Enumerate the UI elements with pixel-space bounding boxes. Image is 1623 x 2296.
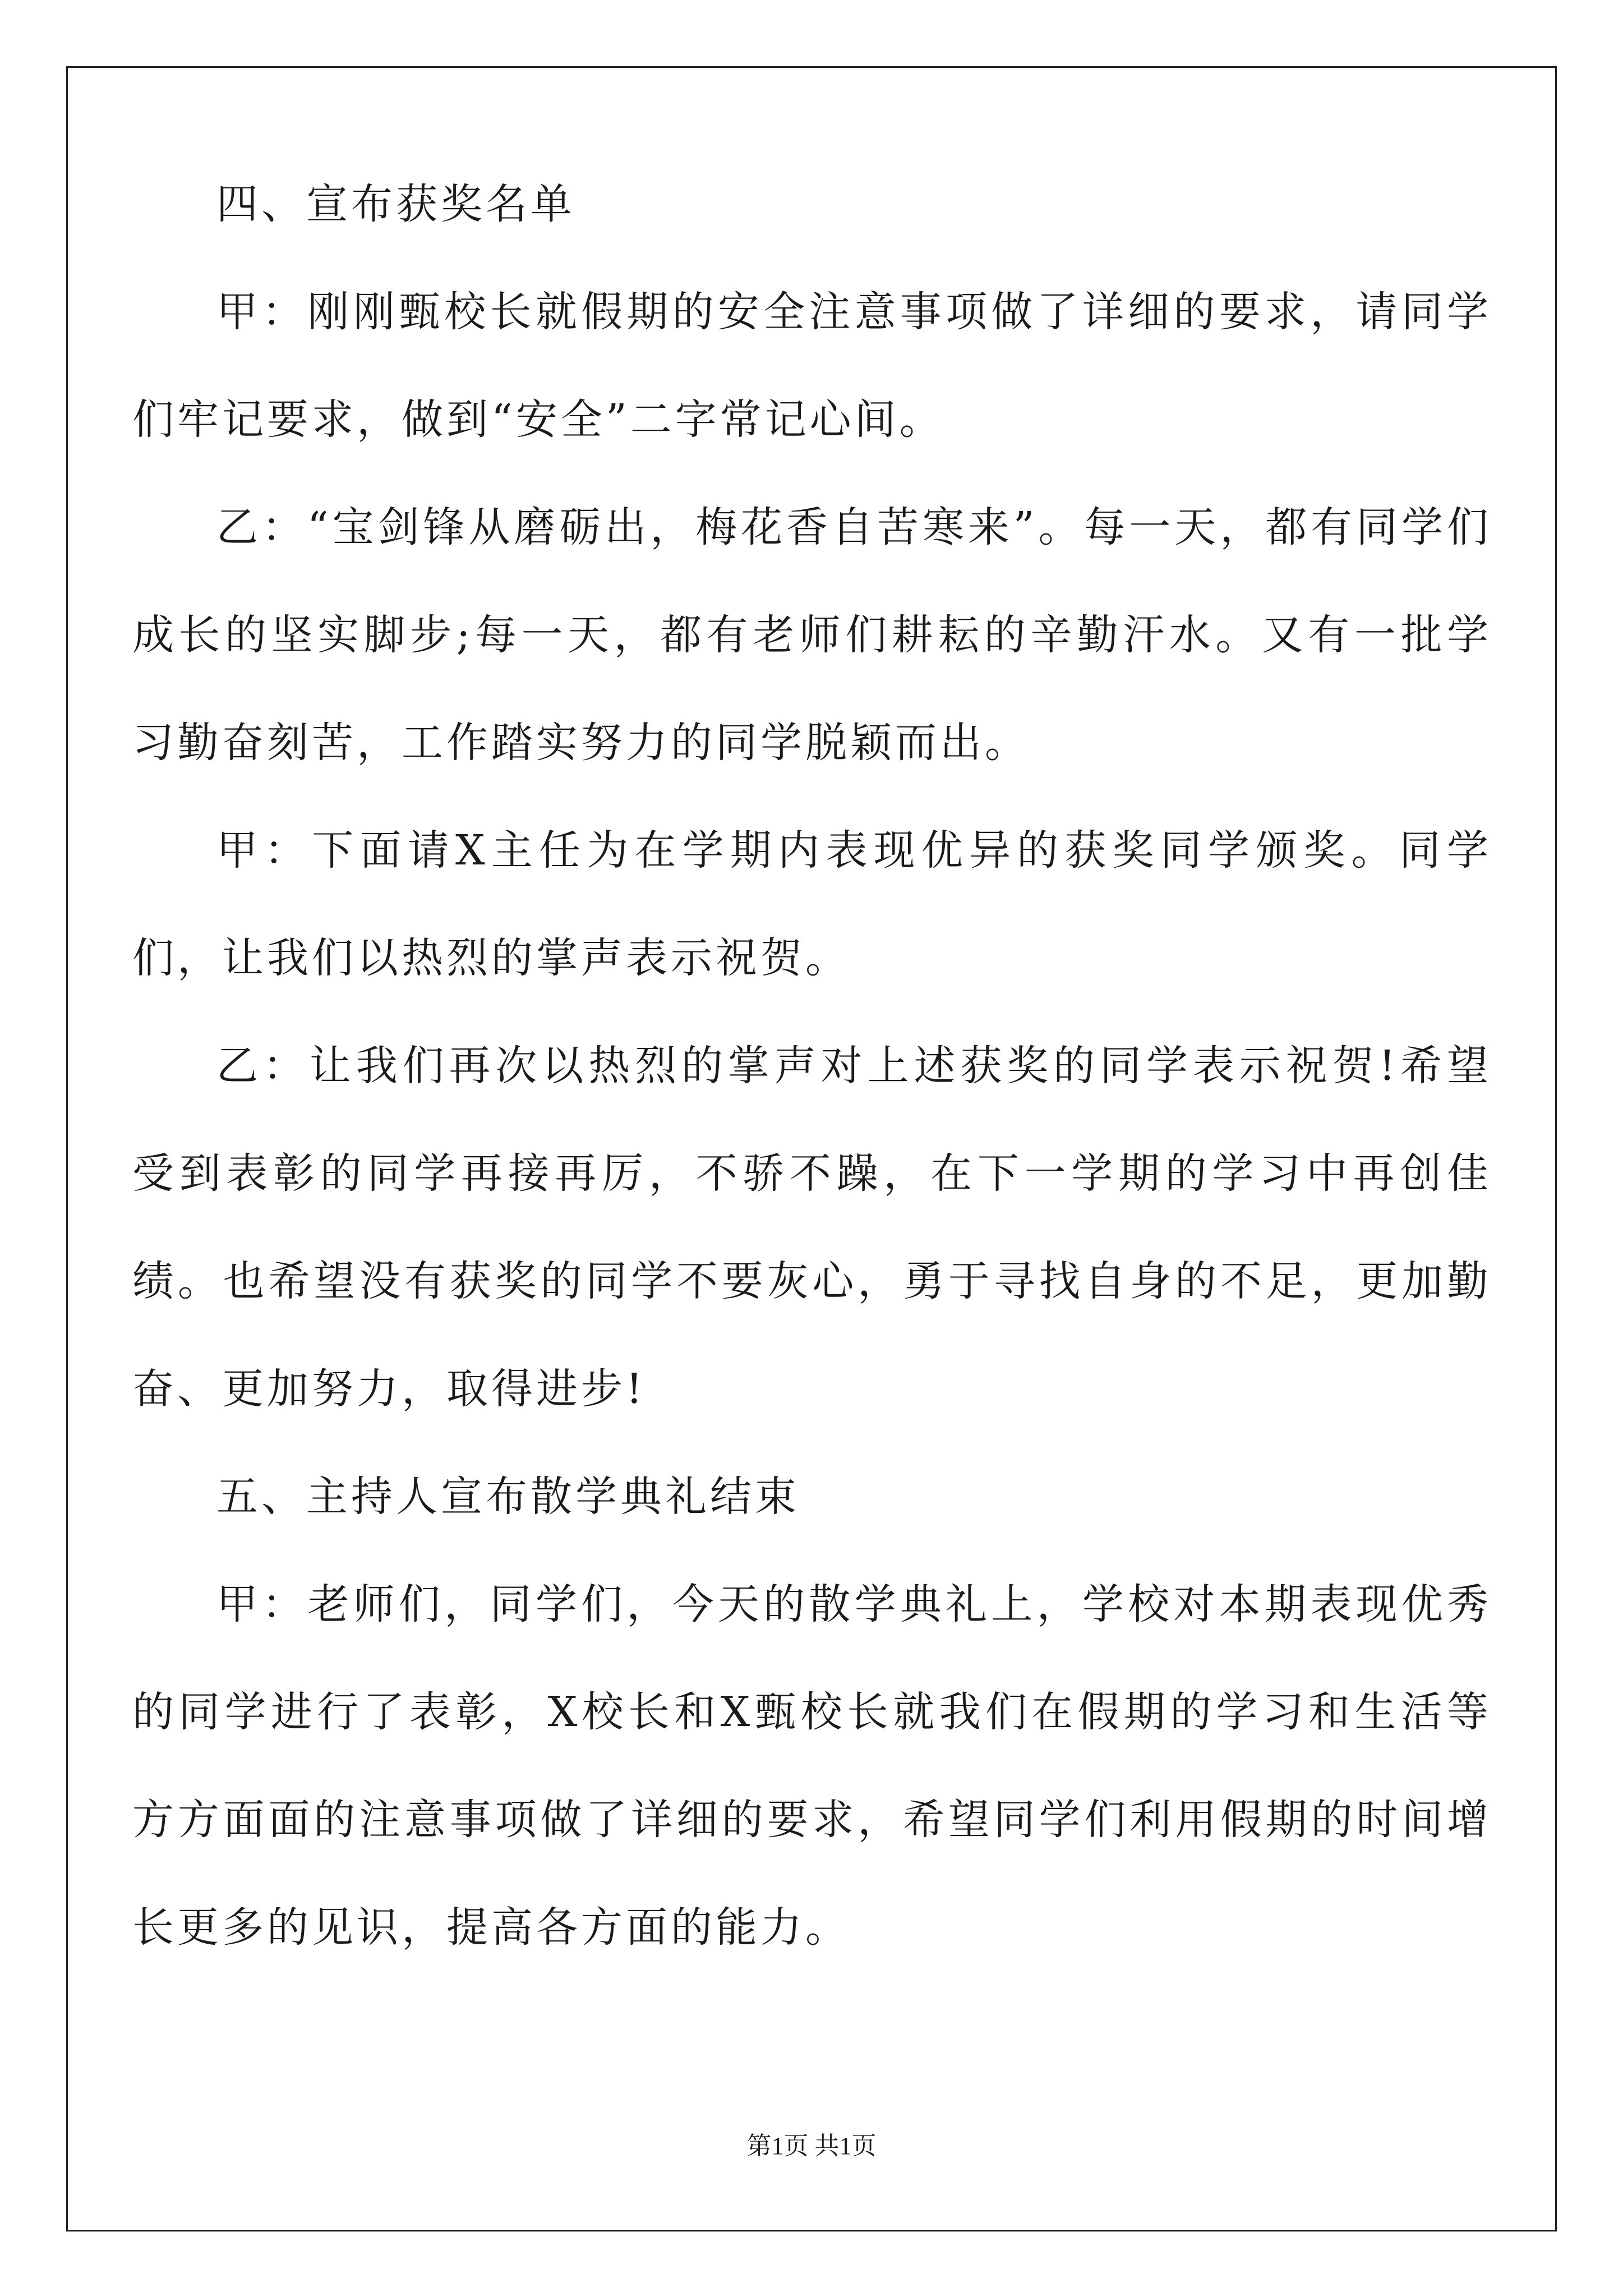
section-heading-closing: 五、主持人宣布散学典礼结束 — [216, 1473, 800, 1521]
section-heading-awards: 四、宣布获奖名单 — [216, 180, 575, 228]
paragraph: 甲：老师们，同学们，今天的散学典礼上，学校对本期表现优秀的同学进行了表彰，X校长和X甄校长就我们在假期的学习和生活等方方面面的注意事项做了详细的要求，希望同学们利用假期的时间增长更多的见识，提高各方面的能力。 — [132, 1580, 1492, 1952]
paragraph: 乙：“宝剑锋从磨砺出，梅花香自苦寒来”。每一天，都有同学们成长的坚实脚步;每一天，都有老师们耕耘的辛勤汗水。又有一批学习勤奋刻苦，工作踏实努力的同学脱颖而出。 — [132, 503, 1492, 767]
paragraph: 甲：刚刚甄校长就假期的安全注意事项做了详细的要求，请同学们牢记要求，做到“安全”二字常记心间。 — [132, 288, 1492, 444]
paragraph: 甲：下面请X主任为在学期内表现优异的获奖同学颁奖。同学们，让我们以热烈的掌声表示祝贺。 — [132, 826, 1492, 982]
page-footer: 第1页 共1页 — [746, 2132, 877, 2160]
paragraph: 乙：让我们再次以热烈的掌声对上述获奖的同学表示祝贺!希望受到表彰的同学再接再厉，不骄不躁，在下一学期的学习中再创佳绩。也希望没有获奖的同学不要灰心，勇于寻找自身的不足，更加勤奋、更加努力，取得进步! — [132, 1042, 1492, 1413]
document-body — [132, 150, 1492, 1981]
